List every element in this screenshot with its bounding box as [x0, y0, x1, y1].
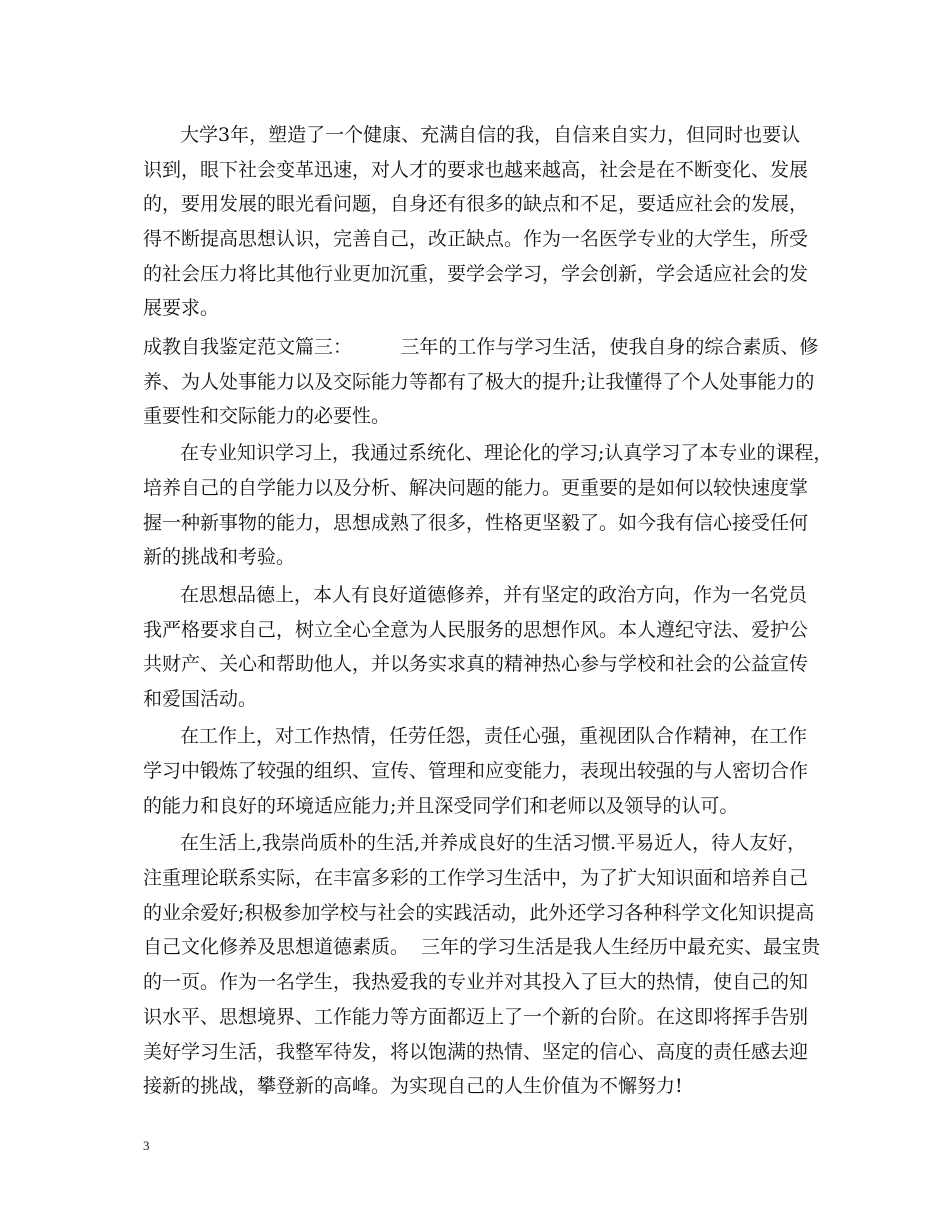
- text-line: 注重理论联系实际，在丰富多彩的工作学习生活中，为了扩大知识面和培养自己: [143, 867, 809, 889]
- page-number: 3: [143, 1138, 150, 1153]
- text-line: 和爱国活动。: [143, 688, 258, 710]
- text-line: 识水平、思想境界、工作能力等方面都迈上了一个新的台阶。在这即将挥手告别: [143, 1006, 809, 1028]
- text-line: 在专业知识学习上，我通过系统化、理论化的学习;认真学习了本专业的课程，: [180, 442, 833, 464]
- text-line: 展要求。: [143, 297, 220, 319]
- section-heading-line: 成教自我鉴定范文篇三： 三年的工作与学习生活，使我自身的综合素质、修: [143, 336, 819, 358]
- text-line: 握一种新事物的能力，思想成熟了很多，性格更坚毅了。如今我有信心接受任何: [143, 512, 809, 534]
- text-line: 的能力和良好的环境适应能力;并且深受同学们和老师以及领导的认可。: [143, 795, 739, 817]
- text-line: 的业余爱好;积极参加学校与社会的实践活动，此外还学习各种科学文化知识提高: [143, 902, 815, 924]
- text-line: 在生活上,我崇尚质朴的生活,并养成良好的生活习惯.平易近人，待人友好，: [180, 832, 807, 854]
- text-line: 新的挑战和考验。: [143, 546, 296, 568]
- text-line: 的，要用发展的眼光看问题，自身还有很多的缺点和不足，要适应社会的发展，: [143, 193, 809, 215]
- text-line: 共财产、关心和帮助他人，并以务实求真的精神热心参与学校和社会的公益宣传: [143, 653, 809, 675]
- text-line: 美好学习生活，我整军待发，将以饱满的热情、坚定的信心、高度的责任感去迎: [143, 1041, 809, 1063]
- text-line: 在工作上，对工作热情，任劳任怨，责任心强，重视团队合作精神，在工作: [180, 725, 808, 747]
- text-line: 在思想品德上，本人有良好道德修养，并有坚定的政治方向，作为一名党员: [180, 584, 808, 606]
- text-line: 培养自己的自学能力以及分析、解决问题的能力。更重要的是如何以较快速度掌: [143, 477, 809, 499]
- text-line: 识到，眼下社会变革迅速，对人才的要求也越来越高，社会是在不断变化、发展: [143, 159, 809, 181]
- text-line: 的社会压力将比其他行业更加沉重，要学会学习，学会创新，学会适应社会的发: [143, 263, 809, 285]
- text-line: 得不断提高思想认识，完善自己，改正缺点。作为一名医学专业的大学生，所受: [143, 228, 809, 250]
- text-line: 接新的挑战，攀登新的高峰。为实现自己的人生价值为不懈努力!: [143, 1075, 683, 1097]
- text-line: 我严格要求自己，树立全心全意为人民服务的思想作风。本人遵纪守法、爱护公: [143, 619, 809, 641]
- text-line: 大学3年，塑造了一个健康、充满自信的我，自信来自实力，但同时也要认: [180, 124, 801, 146]
- text-line: 养、为人处事能力以及交际能力等都有了极大的提升;让我懂得了个人处事能力的: [143, 371, 815, 393]
- text-line: 学习中锻炼了较强的组织、宣传、管理和应变能力，表现出较强的与人密切合作: [143, 760, 809, 782]
- text-line: 自己文化修养及思想道德素质。 三年的学习生活是我人生经历中最充实、最宝贵: [143, 936, 821, 958]
- text-line: 的一页。作为一名学生，我热爱我的专业并对其投入了巨大的热情，使自己的知: [143, 971, 809, 993]
- text-line: 重要性和交际能力的必要性。: [143, 405, 391, 427]
